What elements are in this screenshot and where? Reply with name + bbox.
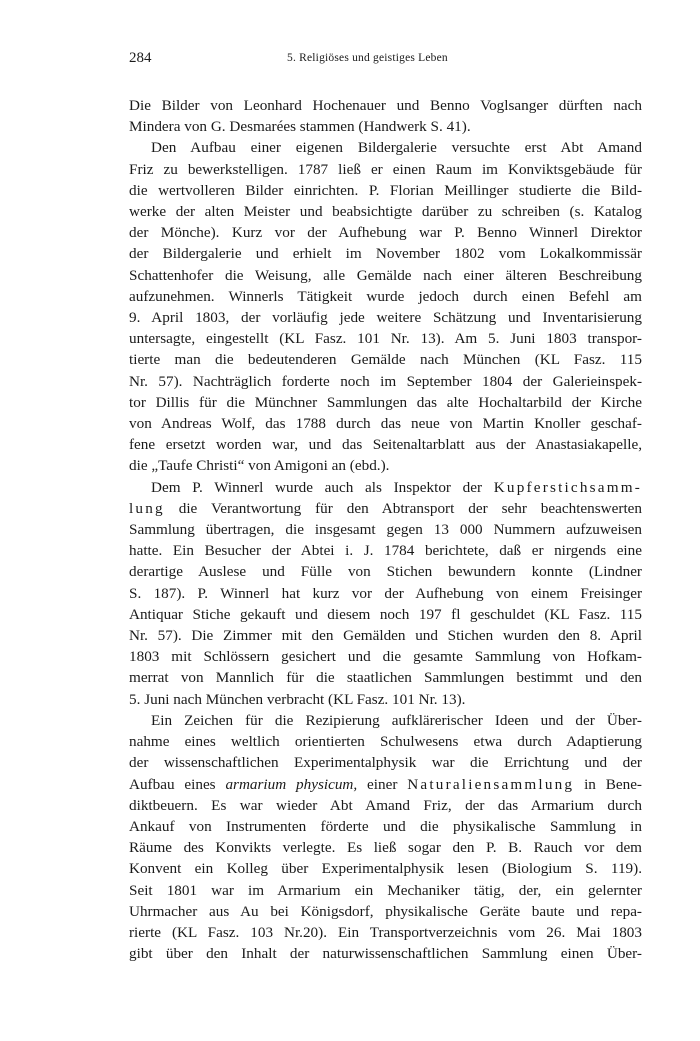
text-line: aufzunehmen. Winnerls Tätigkeit wurde jedoch durch einen Befehl am bbox=[129, 287, 642, 305]
text-line: tierte man die bedeutenderen Gemälde nach München (KL Fasz. 115 bbox=[129, 351, 642, 369]
book-page bbox=[129, 48, 642, 964]
text-line: hatte. Ein Besucher der Abtei i. J. 1784 berichtete, daß er nirgends eine bbox=[129, 542, 642, 560]
text-line: Räume des Konvikts verlegte. Es ließ sogar den P. B. Rauch vor dem bbox=[129, 839, 642, 857]
text-fragment: Aufbau eines bbox=[129, 775, 226, 793]
text-line: fene ersetzt worden war, und das Seitenaltarblatt aus der Anastasiakapelle, bbox=[129, 436, 642, 454]
text-line: der wissenschaftlichen Experimentalphysik war die Errichtung und der bbox=[129, 754, 642, 772]
running-head: 5. Religiöses und geistiges Leben bbox=[287, 52, 448, 64]
text-line: Die Bilder von Leonhard Hochenauer und Benno Voglsanger dürften nach bbox=[129, 97, 642, 114]
page-header bbox=[129, 48, 642, 78]
text-line: die wertvolleren Bilder einrichten. P. Florian Meillinger studierte die Bild- bbox=[129, 181, 642, 199]
text-line: rierte (KL Fasz. 103 Nr.20). Ein Transportverzeichnis vom 26. Mai 1803 bbox=[129, 923, 642, 941]
page-number: 284 bbox=[129, 50, 152, 66]
text-line: Den Aufbau einer eigenen Bildergalerie versuchte erst Abt Amand bbox=[151, 139, 642, 157]
text-line: Konvent ein Kolleg über Experimentalphysik lesen (Biologium S. 119). bbox=[129, 860, 642, 878]
text-line: Antiquar Stiche gekauft und diesem noch 197 fl geschuldet (KL Fasz. 115 bbox=[129, 605, 642, 623]
text-line: Sammlung übertragen, die insgesamt gegen 13 000 Nummern aufzuweisen bbox=[129, 521, 642, 539]
text-line: diktbeuern. Es war wieder Abt Amand Friz, der das Armarium durch bbox=[129, 796, 642, 814]
text-line: Friz zu bewerkstelligen. 1787 ließ er einen Raum im Konviktsgebäude für bbox=[129, 160, 642, 178]
text-line: 5. Juni nach München verbracht (KL Fasz. 101 Nr. 13). bbox=[129, 690, 466, 708]
text-line: der Mönche). Kurz vor der Aufhebung war P. Benno Winnerl Direktor bbox=[129, 224, 642, 242]
text-line: S. 187). P. Winnerl hat kurz vor der Aufhebung von einem Freisinger bbox=[129, 584, 642, 602]
text-line: 1803 mit Schlössern gesichert und die gesamte Sammlung von Hofkam- bbox=[129, 648, 642, 666]
text-line: Nr. 57). Nachträglich forderte noch im September 1804 der Galerieinspek- bbox=[129, 372, 642, 390]
text-line: 9. April 1803, der vorläufig jede weitere Schätzung und Inventarisierung bbox=[129, 309, 642, 327]
text-line: Mindera von G. Desmarées stammen (Handwerk S. 41). bbox=[129, 118, 471, 136]
text-fragment: die Verantwortung für den Abtransport der sehr beachtenswerten bbox=[164, 499, 642, 517]
text-line: Uhrmacher aus Au bei Königsdorf, physikalische Geräte baute und repa- bbox=[129, 902, 642, 920]
text-line: gibt über den Inhalt der naturwissenschaftlichen Sammlung einen Über- bbox=[129, 945, 642, 963]
text-fragment: Dem P. Winnerl wurde auch als Inspektor der bbox=[151, 478, 494, 496]
text-line: werke der alten Meister und beabsichtigte darüber zu schreiben (s. Katalog bbox=[129, 203, 642, 221]
spaced-term: Naturaliensammlung bbox=[407, 775, 575, 793]
italic-term: armarium physicum, bbox=[225, 775, 358, 793]
text-line bbox=[129, 774, 642, 795]
text-line: Nr. 57). Die Zimmer mit den Gemälden und Stichen wurden den 8. April bbox=[129, 627, 642, 645]
text-line: von Andreas Wolf, das 1788 durch das neue von Martin Knoller geschaf- bbox=[129, 415, 642, 433]
text-line: der Bildergalerie und erhielt im November 1802 vom Lokalkommissär bbox=[129, 245, 642, 263]
text-line: Schattenhofer die Weisung, alle Gemälde nach einer älteren Beschreibung bbox=[129, 266, 642, 284]
text-line: nahme eines weltlich orientierten Schulwesens etwa durch Adaptierung bbox=[129, 733, 642, 751]
spaced-term: Kupferstichsamm- bbox=[493, 478, 642, 496]
text-fragment: in Bene- bbox=[574, 775, 642, 793]
body-text bbox=[129, 95, 642, 964]
text-line: die „Taufe Christi“ von Amigoni an (ebd.). bbox=[129, 457, 390, 475]
spaced-term: lung bbox=[129, 499, 165, 517]
text-fragment: einer bbox=[357, 775, 408, 793]
text-line: Ein Zeichen für die Rezipierung aufklärerischer Ideen und der Über- bbox=[151, 711, 642, 729]
text-line: Ankauf von Instrumenten förderte und die physikalische Sammlung in bbox=[129, 817, 642, 835]
text-line: Seit 1801 war im Armarium ein Mechaniker tätig, der, ein gelernter bbox=[129, 881, 642, 899]
text-line: derartige Auslese und Fülle von Stichen bewundern konnte (Lindner bbox=[129, 563, 642, 581]
text-line: untersagte, eingestellt (KL Fasz. 101 Nr. 13). Am 5. Juni 1803 transpor- bbox=[129, 330, 642, 348]
text-line bbox=[129, 498, 642, 519]
text-line: merrat von Mannlich für die staatlichen Sammlungen bestimmt und den bbox=[129, 669, 642, 687]
text-line: tor Dillis für die Münchner Sammlungen das alte Hochaltarbild der Kirche bbox=[129, 393, 642, 411]
text-line bbox=[129, 477, 642, 498]
